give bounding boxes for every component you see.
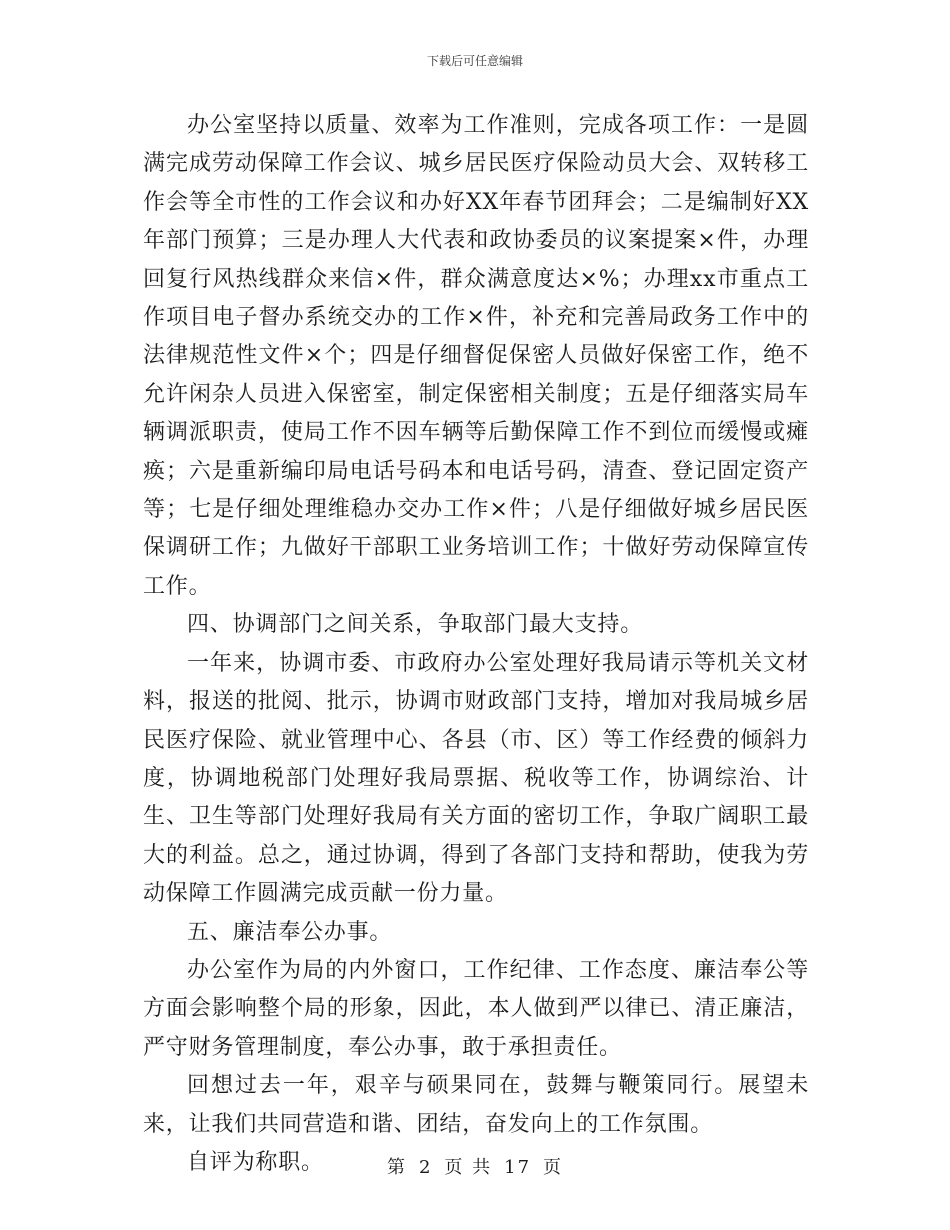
paragraph-coordination: 一年来，协调市委、市政府办公室处理好我局请示等机关文材料，报送的批阅、批示，协调市财政部门支持，增加对我局城乡居民医疗保险、就业管理中心、各县（市、区）等工作经费的倾斜力度，协调地税部门处理好我局票据、税收等工作，协调综治、计生、卫生等部门处理好我局有关方面的密切工作，争取广阔职工最大的利益。总之，通过协调，得到了各部门支持和帮助，使我为劳动保障工作圆满完成贡献一份力量。 xyxy=(143,650,809,907)
paragraph-outlook: 回想过去一年，艰辛与硕果同在，鼓舞与鞭策同行。展望未来，让我们共同营造和谐、团结，奋发向上的工作氛围。 xyxy=(143,1073,809,1137)
document-body xyxy=(143,107,809,1182)
heading-section-5: 五、廉洁奉公办事。 xyxy=(187,919,393,945)
footer-page-number: 2 xyxy=(418,1157,433,1178)
paragraph-work-items: 办公室坚持以质量、效率为工作准则，完成各项工作：一是圆满完成劳动保障工作会议、城乡居民医疗保险动员大会、双转移工作会等全市性的工作会议和办好XX年春节团拜会；二是编制好XX年部门预算；三是办理人大代表和政协委员的议案提案×件，办理回复行风热线群众来信×件，群众满意度达×%；办理xx市重点工作项目电子督办系统交办的工作×件，补充和完善局政务工作中的法律规范性文件×个；四是仔细督促保密人员做好保密工作，绝不允许闲杂人员进入保密室，制定保密相关制度；五是仔细落实局车辆调派职责，使局工作不因车辆等后勤保障工作不到位而缓慢或瘫痪；六是重新编印局电话号码本和电话号码，清查、登记固定资产等；七是仔细处理维稳办交办工作×件；八是仔细做好城乡居民医保调研工作；九做好干部职工业务培训工作；十做好劳动保障宣传工作。 xyxy=(143,113,809,599)
paragraph-integrity: 办公室作为局的内外窗口，工作纪律、工作态度、廉洁奉公等方面会影响整个局的形象，因此，本人做到严以律已、清正廉洁，严守财务管理制度，奉公办事，敢于承担责任。 xyxy=(143,957,809,1060)
page-footer xyxy=(0,1153,950,1179)
footer-mid: 页 共 xyxy=(444,1157,493,1178)
paragraph-self-evaluation: 自评为称职。 xyxy=(187,1149,324,1175)
footer-suffix: 页 xyxy=(543,1157,564,1178)
page-header: 下载后可任意编辑 xyxy=(426,54,523,68)
footer-prefix: 第 xyxy=(386,1157,407,1178)
heading-section-4: 四、协调部门之间关系，争取部门最大支持。 xyxy=(187,612,644,638)
footer-total-pages: 17 xyxy=(504,1157,532,1178)
